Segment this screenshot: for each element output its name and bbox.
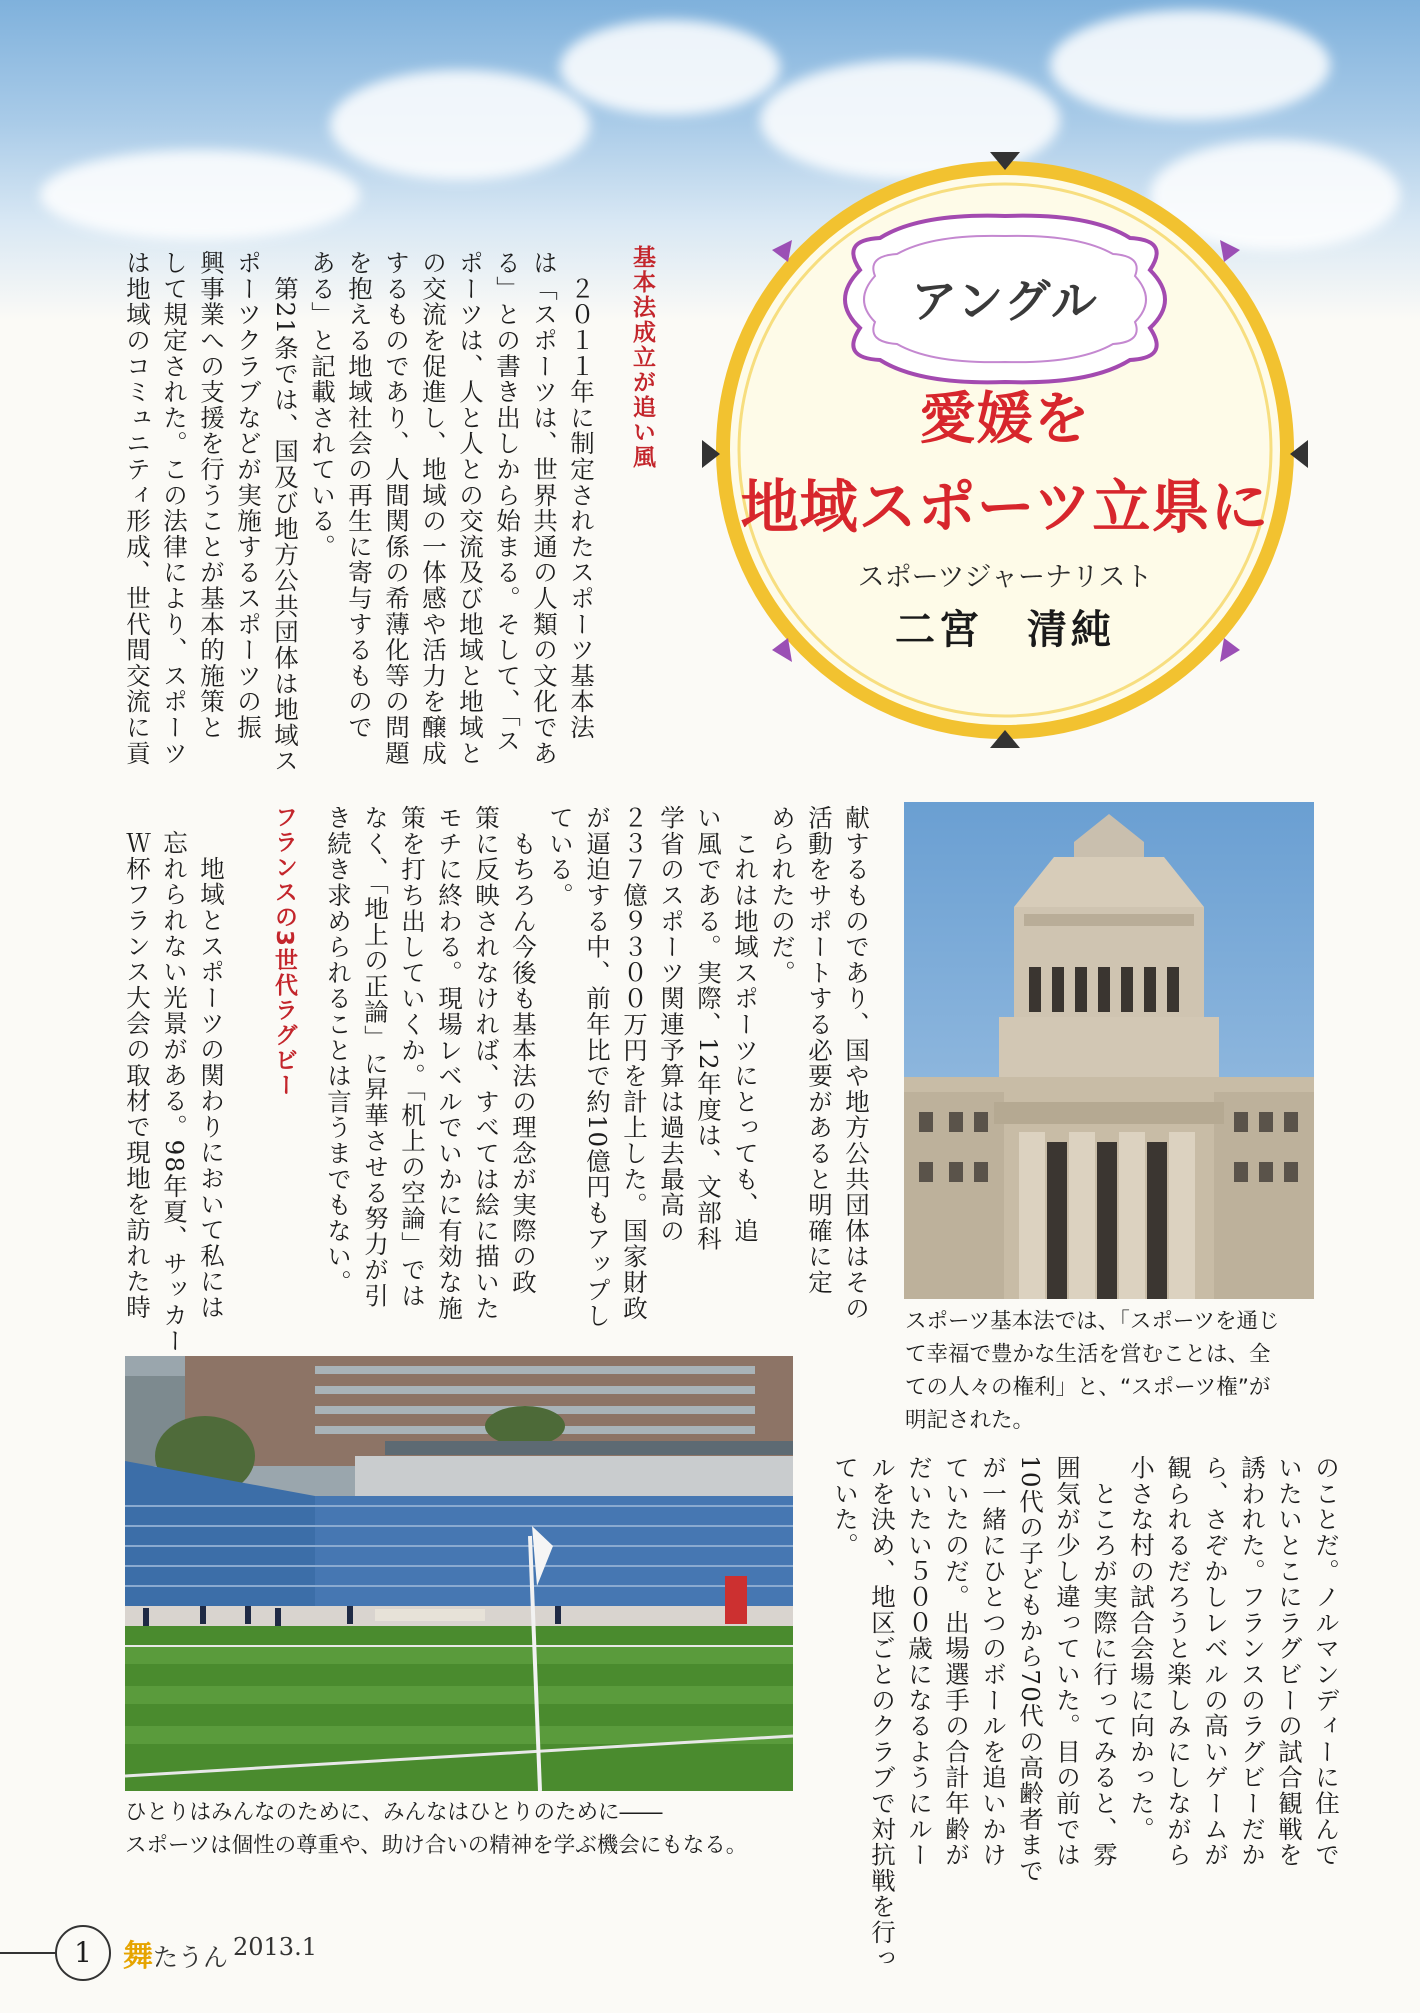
author-name: 二宮 清純	[895, 606, 1115, 653]
body-text-top	[100, 250, 600, 780]
cloud	[330, 70, 590, 180]
cloud	[1050, 10, 1330, 120]
text-line: 観られるだろうと楽しみにしながら	[1164, 1455, 1193, 1868]
section-heading-basic-law: 基本法成立が追い風	[629, 245, 655, 470]
author-role: スポーツジャーナリスト	[857, 562, 1153, 593]
text-line: の交流を促進し、地域の一体感や活力を醸成	[419, 250, 448, 766]
text-line: 興事業への支援を行うことが基本的施策と	[197, 250, 226, 741]
text-line: を抱える地域社会の再生に寄与するもので	[345, 250, 374, 741]
text-line: 学省のスポーツ関連予算は過去最高の	[657, 805, 686, 1244]
text-line: 10代の子どもから70代の高齢者まで	[1016, 1455, 1045, 1884]
series-label: アングル	[911, 274, 1099, 328]
text-line: は「スポーツは、世界共通の人類の文化であ	[530, 250, 559, 766]
body-text-middle	[324, 805, 875, 1329]
text-line: だいたい５００歳になるようにルー	[905, 1455, 934, 1868]
text-line: ２３７億９３００万円を計上した。国家財政	[620, 805, 649, 1321]
diet-building-photo	[904, 802, 1314, 1299]
article-title-line2: 地域スポーツ立県に	[740, 473, 1270, 541]
rugby-photo-caption	[125, 1796, 805, 1862]
text-line: 第21条では、国及び地方公共団体は地域ス	[271, 250, 300, 774]
body-text-france-a	[100, 830, 230, 1354]
issue-date: 2013.1	[233, 1933, 317, 1961]
diet-photo-caption	[905, 1305, 1325, 1437]
text-line: ている。	[546, 805, 575, 909]
text-line: ルを決め、地区ごとのクラブで対抗戦を行っ	[868, 1455, 897, 1971]
text-line: 策に反映されなければ、すべては絵に描いた	[472, 805, 501, 1321]
caption-line: ての人々の権利」と、“スポーツ権”が	[905, 1375, 1271, 1400]
text-line: い風である。実際、12年度は、文部科	[694, 805, 723, 1252]
text-line: して規定された。この法律により、スポーツ	[160, 250, 189, 766]
caption-line: 明記された。	[905, 1408, 1035, 1433]
text-line: ら、さぞかしレベルの高いゲームが	[1201, 1455, 1230, 1868]
section-heading-france: フランスの3世代ラグビー	[271, 805, 297, 1099]
text-line: ところが実際に行ってみると、雰	[1090, 1455, 1119, 1868]
page-number: 1	[55, 1925, 111, 1981]
caption-line: て幸福で豊かな生活を営むことは、全	[905, 1342, 1271, 1367]
title-badge	[700, 150, 1310, 750]
magazine-logo	[123, 1931, 228, 1975]
text-line: 策を打ち出していくか。「机上の空論」では	[398, 805, 427, 1309]
text-line: これは地域スポーツにとっても、追	[731, 805, 760, 1244]
text-line: 活動をサポートする必要があると明確に定	[805, 805, 834, 1296]
text-line: が逼迫する中、前年比で約10億円もアップし	[583, 805, 612, 1329]
text-line: いたいとこにラグビーの試合観戦を	[1275, 1455, 1304, 1868]
rugby-stadium-photo	[125, 1356, 793, 1791]
text-line: もちろん今後も基本法の理念が実際の政	[509, 805, 538, 1296]
text-line: ２０１１年に制定されたスポーツ基本法	[567, 250, 596, 741]
text-line: が一緒にひとつのボールを追いかけ	[979, 1455, 1008, 1868]
text-line: 小さな村の試合会場に向かった。	[1127, 1455, 1156, 1842]
text-line: なく、「地上の正論」に昇華させる努力が引	[361, 805, 390, 1309]
text-line: る」との書き出しから始まる。そして、「ス	[493, 250, 522, 754]
text-line: き続き求められることは言うまでもない。	[324, 805, 353, 1296]
text-line: ポーツクラブなどが実施するスポーツの振	[234, 250, 263, 741]
cloud	[40, 150, 360, 240]
magazine-logo-mark: 舞	[123, 1939, 153, 1974]
text-line: のことだ。ノルマンディーに住んで	[1312, 1455, 1341, 1868]
page-footer	[0, 1925, 1420, 1985]
text-line: Ｗ杯フランス大会の取材で現地を訪れた時	[123, 830, 152, 1321]
caption-line: ひとりはみんなのために、みんなはひとりのために――	[125, 1800, 663, 1825]
magazine-logo-text: たうん	[153, 1943, 229, 1972]
text-line: ある」と記載されている。	[308, 250, 337, 560]
footer-rule	[0, 1952, 60, 1954]
text-line: するものであり、人間関係の希薄化等の問題	[382, 250, 411, 766]
text-line: 献するものであり、国や地方公共団体はその	[842, 805, 871, 1321]
text-line: ていた。	[831, 1455, 860, 1559]
text-line: は地域のコミュニティ形成、世代間交流に貢	[123, 250, 152, 766]
cloud	[560, 20, 780, 115]
caption-line: スポーツは個性の尊重や、助け合いの精神を学ぶ機会にもなる。	[125, 1833, 748, 1858]
caption-line: スポーツ基本法では、「スポーツを通じ	[905, 1309, 1280, 1334]
article-title-line1: 愛媛を	[919, 387, 1091, 452]
text-line: ていたのだ。出場選手の合計年齢が	[942, 1455, 971, 1868]
body-text-france-b	[815, 1455, 1345, 1971]
text-line: モチに終わる。現場レベルでいかに有効な施	[435, 805, 464, 1321]
text-line: ポーツは、人と人との交流及び地域と地域と	[456, 250, 485, 766]
text-line: 囲気が少し違っていた。目の前では	[1053, 1455, 1082, 1868]
text-line: 忘れられない光景がある。98年夏、サッカー	[160, 830, 189, 1354]
text-line: められたのだ。	[768, 805, 797, 986]
text-line: 地域とスポーツの関わりにおいて私には	[197, 830, 226, 1321]
text-line: 誘われた。フランスのラグビーだか	[1238, 1455, 1267, 1868]
